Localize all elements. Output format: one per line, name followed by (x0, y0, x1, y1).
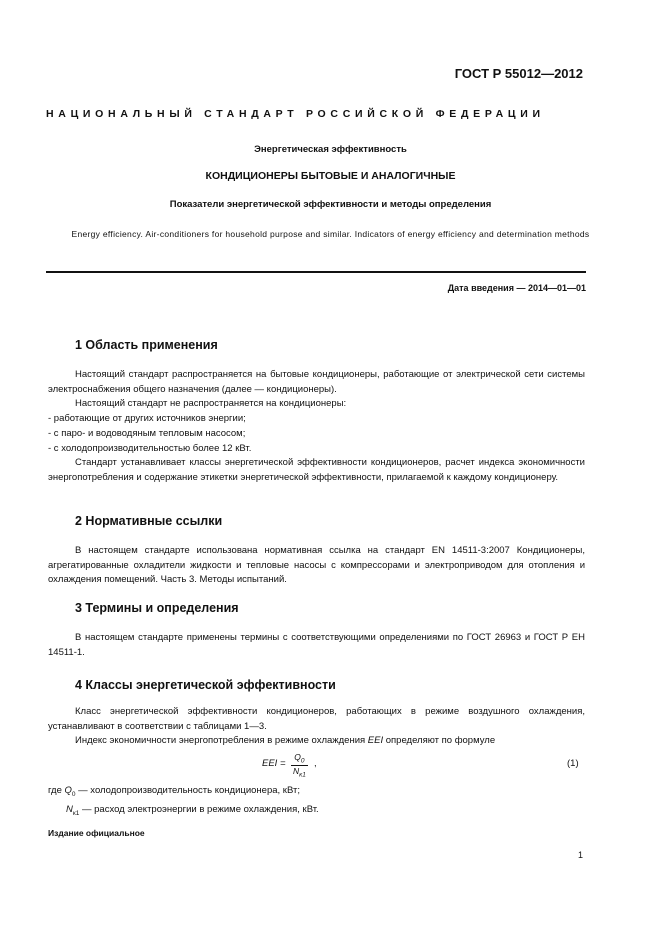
section-2-body (48, 544, 585, 588)
list-item: - с холодопроизводительностью более 12 кВт. (48, 442, 252, 454)
section-1-heading: 1 Область применения (75, 338, 218, 352)
section-3-heading: 3 Термины и определения (75, 601, 239, 615)
paragraph: Настоящий стандарт распространяется на бытовые кондиционеры, работающие от электрической сети системы электроснабжения общего назначения (далее — кондиционеры). (48, 369, 585, 395)
formula-lhs: EEI = (262, 758, 286, 769)
paragraph: Стандарт устанавливает классы энергетической эффективности кондиционеров, расчет индекса экономичности энергопотребления и содержание этикетки энергетической эффективности, прилагаемой к каждому кондиционеру. (48, 457, 585, 483)
paragraph: Настоящий стандарт не распространяется на кондиционеры: (75, 398, 347, 410)
paragraph: Класс энергетической эффективности кондиционеров, работающих в режиме воздушного охлаждения, устанавливают в соответствии с таблицами 1—3. (48, 706, 585, 732)
section-2-heading: 2 Нормативные ссылки (75, 514, 223, 528)
formula-legend (48, 784, 319, 821)
section-3-body (48, 631, 585, 660)
paragraph: Индекс экономичности энергопотребления в режиме охлаждения EEI определяют по формуле (75, 735, 496, 747)
english-title: Energy efficiency. Air-conditioners for household purpose and similar. Indicators of energy efficiency and determination methods (71, 229, 590, 239)
formula-numerator: $Q_0$ (291, 752, 308, 766)
official-edition-label: Издание официальное (48, 828, 145, 838)
legend-row-q: где $Q_0$ — холодопроизводительность кондиционера, кВт; (48, 785, 300, 798)
standard-number: ГОСТ Р 55012—2012 (454, 66, 583, 81)
list-item: - с паро- и водоводяным тепловым насосом; (48, 427, 246, 439)
page-number: 1 (578, 850, 584, 860)
formula-comma: , (314, 758, 317, 769)
legend-row-n: $N_{к1}$ — расход электроэнергии в режиме охлаждения, кВт. (66, 803, 319, 817)
formula-fraction (291, 752, 308, 778)
title-line-3: Показатели энергетической эффективности и методы определения (169, 199, 492, 210)
formula-denominator: $N_{к1}$ (293, 765, 306, 779)
formula-number: (1) (567, 758, 579, 769)
list-item: - работающие от других источников энергии; (48, 413, 246, 425)
paragraph: В настоящем стандарте применены термины с соответствующими определениями по ГОСТ 26963 и ГОСТ Р ЕН 14511-1. (48, 632, 585, 658)
national-standard-title: НАЦИОНАЛЬНЫЙ СТАНДАРТ РОССИЙСКОЙ ФЕДЕРАЦИИ (46, 108, 545, 120)
section-1-body (48, 368, 585, 486)
section-4-body (48, 705, 585, 749)
section-4-heading: 4 Классы энергетической эффективности (75, 678, 336, 692)
title-divider (46, 271, 586, 273)
introduction-date: Дата введения — 2014—01—01 (447, 283, 586, 293)
formula-1 (0, 752, 661, 782)
title-line-2: КОНДИЦИОНЕРЫ БЫТОВЫЕ И АНАЛОГИЧНЫЕ (205, 170, 456, 182)
paragraph: В настоящем стандарте использована нормативная ссылка на стандарт EN 14511-3:2007 Кондиционеры, агрегатированные охладители жидкости и тепловые насосы с компрессорами и электроприводом для отопления и охлаждения помещений. Часть 3. Методы испытаний. (48, 545, 585, 586)
title-line-1: Энергетическая эффективность (254, 144, 407, 155)
